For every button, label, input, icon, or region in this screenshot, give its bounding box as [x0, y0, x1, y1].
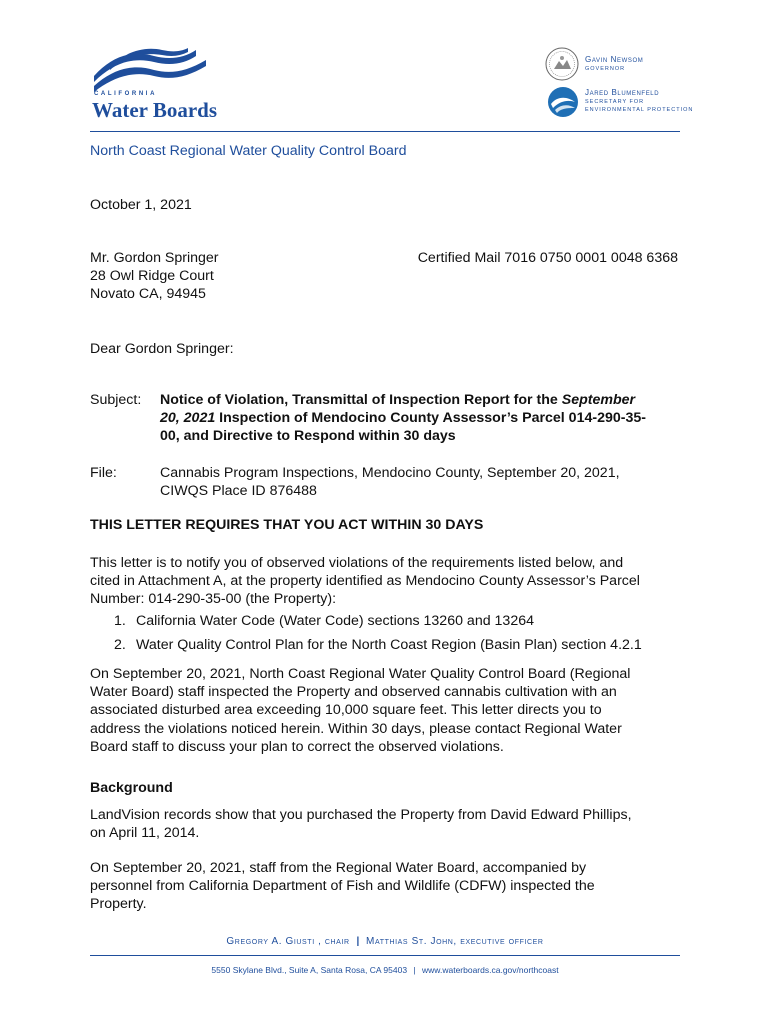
recipient-city: Novato CA, 94945 — [90, 286, 206, 303]
state-seal-icon — [545, 47, 579, 81]
background-paragraph-1: LandVision records show that you purchased the Property from David Edward Phillips, on April 11, 2014. — [90, 807, 632, 842]
governor-title: GOVERNOR — [585, 66, 626, 72]
salutation: Dear Gordon Springer: — [90, 341, 234, 357]
footer-divider — [90, 955, 680, 956]
list-item: 1. California Water Code (Water Code) sections 13260 and 13264 — [114, 613, 534, 629]
governor-name: Gavin Newsom — [585, 55, 644, 64]
subject-text: Notice of Violation, Transmittal of Inspection Report for the September 20, 2021 Inspection of Mendocino County Assessor’s Parcel 014-290-35- 00, and Directive to Respond within 30 days — [160, 392, 646, 445]
chair-name: Gregory A. Giusti , chair — [226, 936, 350, 947]
certified-mail-number: Certified Mail 7016 0750 0001 0048 6368 — [417, 250, 678, 266]
intro-paragraph: This letter is to notify you of observed violations of the requirements listed below, and cited in Attachment A, at the property identified as Mendocino County Assessor’s Parcel Number: 014-290-35-00 (the Property): — [90, 555, 640, 608]
state-label: CALIFORNIA — [94, 91, 157, 97]
water-boards-logo — [92, 46, 218, 122]
secretary-name: Jared Blumenfeld — [585, 88, 660, 97]
footer-address-line — [0, 965, 770, 975]
background-heading: Background — [90, 780, 173, 796]
water-waves-icon — [92, 46, 212, 92]
secretary-title-line1: SECRETARY FOR — [585, 99, 645, 105]
subject-label: Subject: — [90, 392, 142, 408]
file-label: File: — [90, 465, 117, 481]
list-item: 2. Water Quality Control Plan for the North Coast Region (Basin Plan) section 4.2.1 — [114, 637, 642, 654]
footer-separator: | — [356, 936, 360, 947]
background-paragraph-2: On September 20, 2021, staff from the Regional Water Board, accompanied by personnel from California Department of Fish and Wildlife (CDFW) inspected the Property. — [90, 860, 595, 913]
header-divider — [90, 131, 680, 132]
file-reference: Cannabis Program Inspections, Mendocino County, September 20, 2021, CIWQS Place ID 876488 — [160, 465, 620, 500]
letter-date: October 1, 2021 — [90, 197, 192, 213]
footer-officers — [0, 936, 770, 947]
requirements-list — [114, 612, 642, 654]
footer-address-separator: | — [413, 965, 416, 975]
regional-board-name: North Coast Regional Water Quality Control Board — [90, 143, 407, 159]
recipient-street: 28 Owl Ridge Court — [90, 268, 214, 285]
recipient-address — [90, 249, 219, 304]
violation-paragraph: On September 20, 2021, North Coast Regional Water Quality Control Board (Regional Water Board) staff inspected the Property and observed cannabis cultivation with an associated disturbed area exceeding 10,000 square feet. This letter directs you to address the violations noticed herein. Within 30 days, please contact Regional Water Board staff to discuss your plan to correct the observed violations. — [90, 666, 631, 755]
secretary-title-line2: ENVIRONMENTAL PROTECTION — [585, 107, 694, 113]
recipient-name: Mr. Gordon Springer — [90, 250, 219, 266]
website-link[interactable]: www.waterboards.ca.gov/northcoast — [422, 965, 559, 975]
org-name: Water Boards — [92, 98, 218, 122]
executive-officer-name: Matthias St. John, executive officer — [366, 936, 544, 947]
office-address: 5550 Skylane Blvd., Suite A, Santa Rosa, CA 95403 — [211, 965, 408, 975]
calepa-logo-icon — [547, 86, 579, 118]
action-required-heading: THIS LETTER REQUIRES THAT YOU ACT WITHIN 30 DAYS — [90, 517, 484, 533]
